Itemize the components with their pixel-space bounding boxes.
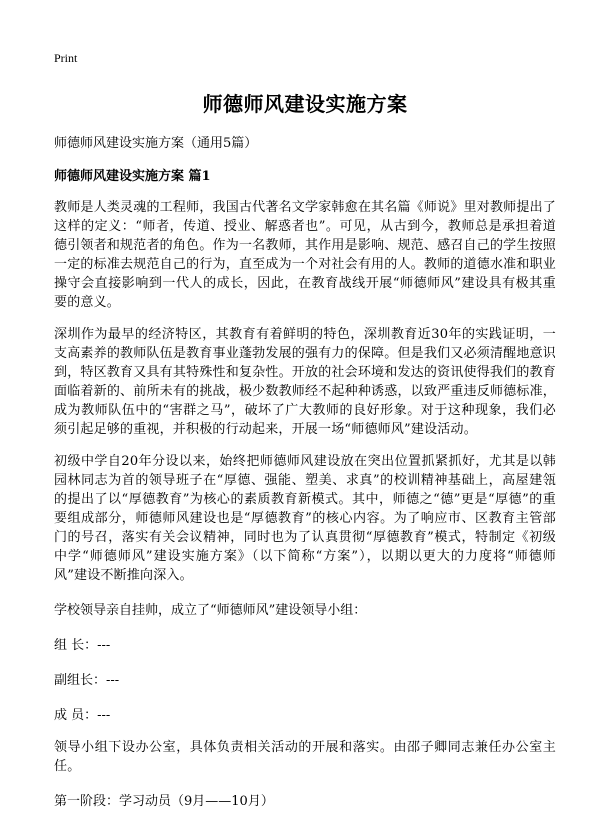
- leadership-group-line: 学校领导亲自挂帅，成立了“师德师风”建设领导小组：: [54, 603, 367, 618]
- members-line: 成 员：---: [54, 708, 111, 723]
- document-subtitle: 师德师风建设实施方案（通用5篇）: [54, 136, 258, 151]
- paragraph-1: 教师是人类灵魂的工程师，我国古代著名文学家韩愈在其名篇《师说》里对教师提出了这样的定义：“师者，传道、授业、解惑者也”。可见，从古到今，教师总是承担着道德引领者和规范者的角色。作为一名教师，其作用是影响、规范、感召自己的学生按照一定的标准去规范自己的行为，直至成为一个对社会有用的人。教师的道德水准和职业操守会直接影响到一代人的成长，因此，在教育战线开展“师德师风”建设具有极其重要的意义。: [54, 200, 556, 310]
- document-title: 师德师风建设实施方案: [202, 92, 408, 116]
- print-link[interactable]: Print: [54, 51, 78, 65]
- paragraph-2: 深圳作为最早的经济特区，其教育有着鲜明的特色，深圳教育近30年的实践证明，一支高素养的教师队伍是教育事业蓬勃发展的强有力的保障。但是我们又必须清醒地意识到，特区教育又具有其特殊性和复杂性。开放的社会环境和发达的资讯使得我们的教育面临着新的、前所未有的挑战，极少数教师经不起种种诱惑，以致严重违反师德标准，成为教师队伍中的“害群之马”，破坏了广大教师的良好形象。对于这种现象，我们必须引起足够的重视，并积极的行动起来，开展一场“师德师风”建设活动。: [54, 327, 556, 437]
- deputy-leader-line: 副组长：---: [54, 673, 120, 688]
- section-heading: 师德师风建设实施方案 篇1: [54, 169, 211, 184]
- group-leader-line: 组 长：---: [54, 638, 111, 653]
- office-paragraph: 领导小组下设办公室，具体负责相关活动的开展和落实。由邵子卿同志兼任办公室主任。: [54, 740, 556, 774]
- phase-one-line: 第一阶段：学习动员（9月——10月）: [54, 794, 274, 809]
- paragraph-3: 初级中学自20年分设以来，始终把师德师风建设放在突出位置抓紧抓好，尤其是以韩园林同志为首的领导班子在“厚德、强能、塑美、求真”的校训精神基础上，高屋建瓴的提出了以“厚德教育”为核心的素质教育新模式。其中，师德之“德”更是“厚德”的重要组成部分，师德师风建设也是“厚德教育”的核心内容。为了响应市、区教育主管部门的号召，落实有关会议精神，同时也为了认真贯彻“厚德教育”模式，特制定《初级中学“师德师风”建设实施方案》（以下简称“方案”），以期以更大的力度将“师德师风”建设不断推向深入。: [54, 454, 556, 583]
